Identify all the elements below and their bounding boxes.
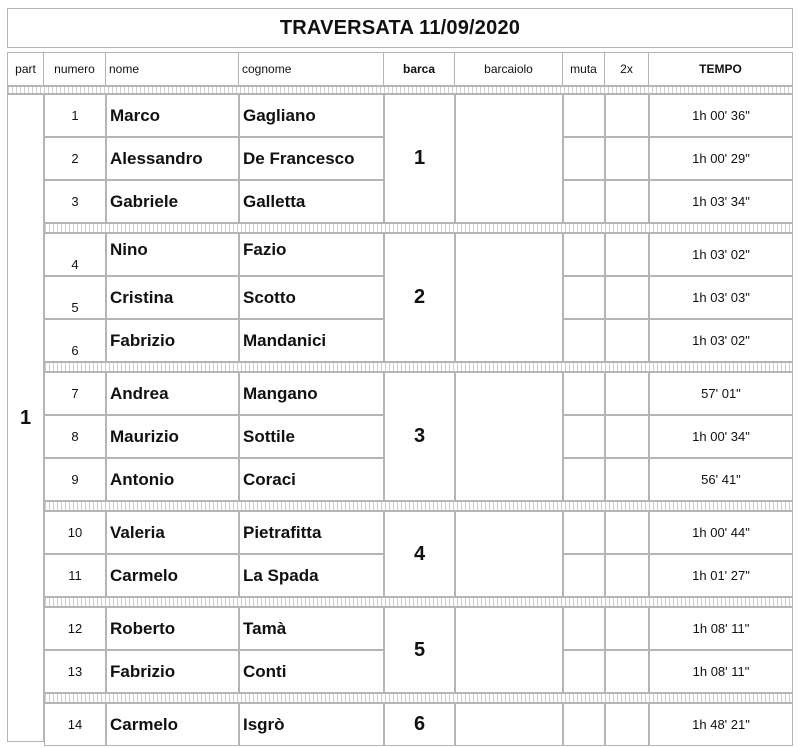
group-spacer: [44, 223, 793, 233]
row-nome: Antonio: [106, 458, 239, 501]
row-numero: 1: [44, 94, 106, 137]
row-tempo: 1h 03' 34": [649, 180, 793, 223]
row-tempo: 1h 00' 34": [649, 415, 793, 458]
row-muta: [563, 554, 605, 597]
group-spacer: [44, 693, 793, 703]
header-muta: muta: [563, 52, 605, 86]
barcaiolo-cell: [455, 372, 563, 501]
row-cognome: Mangano: [239, 372, 384, 415]
row-2x: [605, 319, 649, 362]
group-spacer: [44, 597, 793, 607]
row-cognome: Pietrafitta: [239, 511, 384, 554]
row-2x: [605, 276, 649, 319]
row-2x: [605, 511, 649, 554]
boat-number: 1: [384, 94, 455, 223]
group-spacer: [44, 501, 793, 511]
header-cognome: cognome: [239, 52, 384, 86]
row-nome: Nino: [106, 233, 239, 276]
row-cognome: Mandanici: [239, 319, 384, 362]
row-cognome: Galletta: [239, 180, 384, 223]
row-tempo: 1h 03' 03": [649, 276, 793, 319]
row-cognome: De Francesco: [239, 137, 384, 180]
group-spacer: [44, 362, 793, 372]
boat-number: 3: [384, 372, 455, 501]
row-2x: [605, 703, 649, 746]
header-spacer: [7, 86, 793, 94]
row-nome: Valeria: [106, 511, 239, 554]
boat-number: 5: [384, 607, 455, 693]
row-2x: [605, 554, 649, 597]
row-tempo: 56' 41": [649, 458, 793, 501]
part-cell: 1: [7, 94, 44, 742]
row-numero: 13: [44, 650, 106, 693]
row-tempo: 1h 03' 02": [649, 233, 793, 276]
header-part: part: [7, 52, 44, 86]
row-muta: [563, 607, 605, 650]
boat-number: 4: [384, 511, 455, 597]
row-tempo: 1h 08' 11": [649, 607, 793, 650]
row-2x: [605, 180, 649, 223]
row-nome: Roberto: [106, 607, 239, 650]
row-numero: 7: [44, 372, 106, 415]
row-numero: 9: [44, 458, 106, 501]
row-cognome: La Spada: [239, 554, 384, 597]
row-muta: [563, 703, 605, 746]
row-tempo: 57' 01": [649, 372, 793, 415]
barcaiolo-cell: [455, 511, 563, 597]
row-muta: [563, 650, 605, 693]
row-tempo: 1h 00' 29": [649, 137, 793, 180]
row-cognome: Isgrò: [239, 703, 384, 746]
row-muta: [563, 94, 605, 137]
row-cognome: Coraci: [239, 458, 384, 501]
row-nome: Fabrizio: [106, 650, 239, 693]
row-numero: 8: [44, 415, 106, 458]
row-nome: Maurizio: [106, 415, 239, 458]
row-cognome: Fazio: [239, 233, 384, 276]
boat-number: 6: [384, 703, 455, 746]
row-nome: Gabriele: [106, 180, 239, 223]
header-numero: numero: [44, 52, 106, 86]
row-tempo: 1h 08' 11": [649, 650, 793, 693]
header-barcaiolo: barcaiolo: [455, 52, 563, 86]
row-numero: 4: [44, 233, 106, 276]
barcaiolo-cell: [455, 94, 563, 223]
row-cognome: Scotto: [239, 276, 384, 319]
row-cognome: Gagliano: [239, 94, 384, 137]
row-nome: Alessandro: [106, 137, 239, 180]
row-2x: [605, 415, 649, 458]
row-numero: 12: [44, 607, 106, 650]
header-nome: nome: [106, 52, 239, 86]
row-muta: [563, 415, 605, 458]
row-numero: 5: [44, 276, 106, 319]
row-2x: [605, 607, 649, 650]
row-muta: [563, 511, 605, 554]
row-muta: [563, 372, 605, 415]
row-2x: [605, 650, 649, 693]
header-tempo: TEMPO: [649, 52, 793, 86]
row-numero: 10: [44, 511, 106, 554]
row-tempo: 1h 00' 36": [649, 94, 793, 137]
row-cognome: Tamà: [239, 607, 384, 650]
row-numero: 2: [44, 137, 106, 180]
row-muta: [563, 137, 605, 180]
row-nome: Marco: [106, 94, 239, 137]
row-nome: Cristina: [106, 276, 239, 319]
row-nome: Carmelo: [106, 554, 239, 597]
header-barca: barca: [384, 52, 455, 86]
row-muta: [563, 319, 605, 362]
sheet-title: TRAVERSATA 11/09/2020: [7, 8, 793, 48]
boat-number: 2: [384, 233, 455, 362]
row-numero: 14: [44, 703, 106, 746]
results-sheet: [7, 8, 793, 742]
row-numero: 3: [44, 180, 106, 223]
row-muta: [563, 180, 605, 223]
row-tempo: 1h 03' 02": [649, 319, 793, 362]
row-muta: [563, 233, 605, 276]
row-2x: [605, 137, 649, 180]
row-tempo: 1h 48' 21": [649, 703, 793, 746]
row-muta: [563, 276, 605, 319]
row-tempo: 1h 01' 27": [649, 554, 793, 597]
row-cognome: Sottile: [239, 415, 384, 458]
header-2x: 2x: [605, 52, 649, 86]
row-numero: 6: [44, 319, 106, 362]
row-2x: [605, 458, 649, 501]
barcaiolo-cell: [455, 233, 563, 362]
barcaiolo-cell: [455, 703, 563, 746]
row-muta: [563, 458, 605, 501]
row-2x: [605, 372, 649, 415]
row-cognome: Conti: [239, 650, 384, 693]
row-2x: [605, 233, 649, 276]
row-tempo: 1h 00' 44": [649, 511, 793, 554]
row-2x: [605, 94, 649, 137]
row-nome: Carmelo: [106, 703, 239, 746]
row-nome: Fabrizio: [106, 319, 239, 362]
row-numero: 11: [44, 554, 106, 597]
row-nome: Andrea: [106, 372, 239, 415]
barcaiolo-cell: [455, 607, 563, 693]
